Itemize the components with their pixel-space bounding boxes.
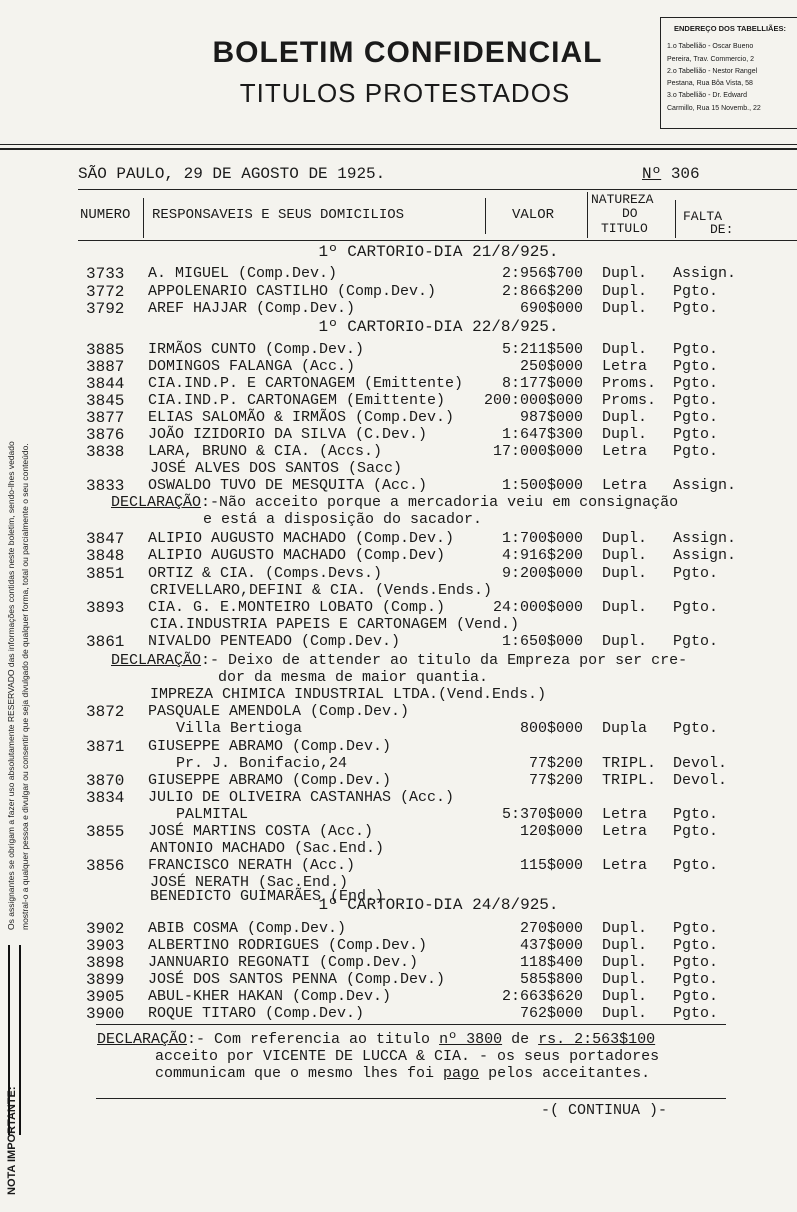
table-row: [0, 703, 797, 721]
row-value: 762$000: [519, 1005, 583, 1022]
row-value: 800$000: [519, 720, 583, 737]
row-nature: Dupl.: [602, 547, 648, 564]
section-title: 1º CARTORIO-DIA 24/8/925.: [318, 896, 559, 914]
column-divider: [675, 200, 676, 238]
row-value: 270$000: [519, 920, 583, 937]
section-title: 1º CARTORIO-DIA 21/8/925.: [318, 243, 559, 261]
row-code: 3871: [86, 738, 125, 756]
row-name: JOSÉ MARTINS COSTA (Acc.): [148, 823, 374, 840]
table-header-top-rule: [78, 189, 797, 190]
footer-rule: [96, 1098, 726, 1099]
table-row: [0, 426, 797, 444]
row-value: 690$000: [519, 300, 583, 317]
related-party-line: IMPREZA CHIMICA INDUSTRIAL LTDA.(Vend.Ends.): [150, 686, 547, 703]
declaration-text: e está a disposição do sacador.: [203, 511, 483, 528]
row-code: 3844: [86, 375, 125, 393]
row-code: 3893: [86, 599, 125, 617]
row-nature: Dupl.: [602, 409, 648, 426]
row-reason: Pgto.: [673, 426, 719, 443]
row-name: A. MIGUEL (Comp.Dev.): [148, 265, 338, 282]
table-row: [0, 443, 797, 461]
related-party-line: CRIVELLARO,DEFINI & CIA. (Vends.Ends.): [150, 582, 493, 599]
row-name: GIUSEPPE ABRAMO (Comp.Dev.): [148, 738, 392, 755]
row-reason: Assign.: [673, 547, 737, 564]
section-title: 1º CARTORIO-DIA 22/8/925.: [318, 318, 559, 336]
row-reason: Pgto.: [673, 806, 719, 823]
table-row: [0, 477, 797, 495]
table-row: [0, 988, 797, 1006]
row-value: 200:000$000: [483, 392, 583, 409]
table-row: [0, 300, 797, 318]
table-row: [0, 720, 797, 738]
table-row: [0, 530, 797, 548]
row-nature: Dupl.: [602, 265, 648, 282]
declaration: [111, 652, 687, 669]
row-name: JOÃO IZIDORIO DA SILVA (C.Dev.): [148, 426, 428, 443]
row-nature: Dupl.: [602, 599, 648, 616]
row-nature: Proms.: [602, 375, 657, 392]
row-code: 3885: [86, 341, 125, 359]
row-name: ELIAS SALOMÃO & IRMÃOS (Comp.Dev.): [148, 409, 455, 426]
bulletin-subtitle: TITULOS PROTESTADOS: [239, 78, 571, 108]
table-row: [0, 823, 797, 841]
row-value: 2:866$200: [501, 283, 583, 300]
row-nature: Letra: [602, 477, 648, 494]
row-code: 3898: [86, 954, 125, 972]
row-name: ALBERTINO RODRIGUES (Comp.Dev.): [148, 937, 428, 954]
row-name: JULIO DE OLIVEIRA CASTANHAS (Acc.): [148, 789, 455, 806]
column-header-responsaveis: RESPONSAVEIS E SEUS DOMICILIOS: [152, 207, 405, 223]
row-value: 5:370$000: [501, 806, 583, 823]
table-row: [0, 857, 797, 875]
bulletin-number: [642, 165, 700, 183]
row-nature: Letra: [602, 857, 648, 874]
date-line: SÃO PAULO, 29 DE AGOSTO DE 1925.: [78, 165, 386, 183]
row-nature: Proms.: [602, 392, 657, 409]
row-nature: Letra: [602, 806, 648, 823]
row-code: 3833: [86, 477, 125, 495]
row-value: 987$000: [519, 409, 583, 426]
row-name: JOSÉ DOS SANTOS PENNA (Comp.Dev.): [148, 971, 446, 988]
address-line: 3.o Tabellião - Dr. Edward: [667, 92, 748, 100]
row-reason: Assign.: [673, 265, 737, 282]
table-row: [0, 547, 797, 565]
row-reason: Pgto.: [673, 988, 719, 1005]
row-code: 3838: [86, 443, 125, 461]
row-code: 3851: [86, 565, 125, 583]
row-name: ALIPIO AUGUSTO MACHADO (Comp.Dev.): [148, 530, 455, 547]
row-nature: TRIPL.: [602, 755, 657, 772]
row-nature: Letra: [602, 823, 648, 840]
declaration-label: DECLARAÇÃO: [97, 1031, 188, 1048]
table-row: [0, 806, 797, 824]
row-reason: Pgto.: [673, 392, 719, 409]
row-value: 437$000: [519, 937, 583, 954]
related-party-line: ANTONIO MACHADO (Sac.End.): [150, 840, 385, 857]
row-reason: Pgto.: [673, 375, 719, 392]
row-name: ORTIZ & CIA. (Comps.Devs.): [148, 565, 383, 582]
row-name: Villa Bertioga: [176, 720, 303, 737]
row-value: 120$000: [519, 823, 583, 840]
declaration: DECLARAÇÃO:- Com referencia ao titulo nº 3800 de rs. 2:563$100: [97, 1031, 656, 1048]
column-header-numero: NUMERO: [80, 207, 131, 223]
row-nature: TRIPL.: [602, 772, 657, 789]
side-note-text: Os assignantes se obrigam a fazer uso absolutamente RESERVADO das informações contidas neste boletim, sendo-lhes vedado: [6, 441, 16, 930]
side-note-text: mostral-o a qualquer pessoa e divulgar ou consentir que seja divulgado de qualquer forma, total ou parcialmente o seu conteúdo.: [20, 443, 30, 930]
related-party-line: BENEDICTO GUIMARÃES (End.): [150, 888, 385, 905]
declaration-label: DECLARAÇÃO: [111, 494, 202, 511]
row-code: 3899: [86, 971, 125, 989]
related-party-line: CIA.INDUSTRIA PAPEIS E CARTONAGEM (Vend.): [150, 616, 520, 633]
table-row: [0, 358, 797, 376]
column-header-falta: DE:: [710, 222, 734, 237]
row-reason: Pgto.: [673, 954, 719, 971]
row-value: 8:177$000: [501, 375, 583, 392]
column-header-natureza: NATUREZA: [591, 192, 654, 207]
declaration-text: :- Deixo de attender ao titulo da Empreza por ser cre-: [201, 652, 688, 669]
row-code: 3855: [86, 823, 125, 841]
row-code: 3733: [86, 265, 125, 283]
row-value: 1:647$300: [501, 426, 583, 443]
row-value: 2:956$700: [501, 265, 583, 282]
row-name: PALMITAL: [176, 806, 249, 823]
row-code: 3792: [86, 300, 125, 318]
row-name: Pr. J. Bonifacio,24: [176, 755, 348, 772]
tabelliaes-address-box: [660, 17, 797, 129]
declaration-text: dor da mesma de maior quantia.: [218, 669, 489, 686]
row-code: 3856: [86, 857, 125, 875]
row-value: 4:916$200: [501, 547, 583, 564]
row-nature: Dupl.: [602, 283, 648, 300]
row-nature: Dupl.: [602, 920, 648, 937]
column-header-natureza: TITULO: [601, 221, 648, 236]
side-note-label: NOTA IMPORTANTE:: [6, 1086, 18, 1195]
bulletin-number-value: 306: [670, 165, 700, 183]
row-code: 3903: [86, 937, 125, 955]
header-rule: [0, 144, 797, 145]
row-reason: Pgto.: [673, 565, 719, 582]
row-value: 24:000$000: [492, 599, 583, 616]
row-reason: Pgto.: [673, 599, 719, 616]
row-name: APPOLENARIO CASTILHO (Comp.Dev.): [148, 283, 437, 300]
row-name: CIA. G. E.MONTEIRO LOBATO (Comp.): [148, 599, 446, 616]
row-name: OSWALDO TUVO DE MESQUITA (Acc.): [148, 477, 428, 494]
table-row: [0, 954, 797, 972]
row-code: 3772: [86, 283, 125, 301]
related-party-line: JOSÉ NERATH (Sac.End.): [150, 874, 349, 891]
address-line: 1.o Tabellião - Oscar Bueno: [667, 43, 754, 51]
referenced-title-value: rs. 2:563$100: [538, 1031, 656, 1048]
table-row: [0, 772, 797, 790]
row-code: 3905: [86, 988, 125, 1006]
column-divider: [587, 192, 588, 238]
table-row: [0, 971, 797, 989]
table-row: [0, 283, 797, 301]
row-reason: Assign.: [673, 530, 737, 547]
table-row: [0, 341, 797, 359]
row-code: 3848: [86, 547, 125, 565]
row-name: ABUL-KHER HAKAN (Comp.Dev.): [148, 988, 392, 1005]
table-row: [0, 375, 797, 393]
column-divider: [143, 198, 144, 238]
row-reason: Pgto.: [673, 937, 719, 954]
row-value: 77$200: [528, 755, 583, 772]
table-row: [0, 738, 797, 756]
address-line: Pestana, Rua Bôa Vista, 58: [667, 80, 753, 88]
row-code: 3876: [86, 426, 125, 444]
row-nature: Letra: [602, 358, 648, 375]
row-name: ABIB COSMA (Comp.Dev.): [148, 920, 347, 937]
row-code: 3845: [86, 392, 125, 410]
declaration: [111, 494, 678, 511]
row-nature: Dupl.: [602, 530, 648, 547]
row-value: 77$200: [528, 772, 583, 789]
row-name: AREF HAJJAR (Comp.Dev.): [148, 300, 356, 317]
row-reason: Pgto.: [673, 823, 719, 840]
row-reason: Assign.: [673, 477, 737, 494]
row-name: DOMINGOS FALANGA (Acc.): [148, 358, 356, 375]
row-nature: Dupla: [602, 720, 648, 737]
declaration-text: communicam que o mesmo lhes foi pago pelos acceitantes.: [155, 1065, 651, 1082]
declaration-text: acceito por VICENTE DE LUCCA & CIA. - os seus portadores: [155, 1048, 660, 1065]
table-row: [0, 755, 797, 773]
row-name: PASQUALE AMENDOLA (Comp.Dev.): [148, 703, 410, 720]
column-header-natureza: DO: [622, 206, 638, 221]
declaration-label: DECLARAÇÃO: [111, 652, 202, 669]
row-reason: Pgto.: [673, 300, 719, 317]
row-reason: Pgto.: [673, 857, 719, 874]
row-name: GIUSEPPE ABRAMO (Comp.Dev.): [148, 772, 392, 789]
row-code: 3872: [86, 703, 125, 721]
header-rule-double: [0, 148, 797, 150]
row-nature: Dupl.: [602, 988, 648, 1005]
row-value: 115$000: [519, 857, 583, 874]
row-name: CIA.IND.P. CARTONAGEM (Emittente): [148, 392, 446, 409]
row-reason: Pgto.: [673, 971, 719, 988]
row-nature: Dupl.: [602, 954, 648, 971]
row-code: 3877: [86, 409, 125, 427]
row-name: JANNUARIO REGONATI (Comp.Dev.): [148, 954, 419, 971]
column-divider: [485, 198, 486, 234]
row-reason: Pgto.: [673, 409, 719, 426]
row-code: 3902: [86, 920, 125, 938]
row-value: 585$800: [519, 971, 583, 988]
row-reason: Devol.: [673, 755, 728, 772]
declaration-rule: [96, 1024, 726, 1025]
row-reason: Pgto.: [673, 443, 719, 460]
row-nature: Dupl.: [602, 300, 648, 317]
table-row: [0, 1005, 797, 1023]
table-row: [0, 565, 797, 583]
row-nature: Dupl.: [602, 937, 648, 954]
row-value: 17:000$000: [492, 443, 583, 460]
row-value: 9:200$000: [501, 565, 583, 582]
bulletin-number-label: Nº: [642, 165, 662, 183]
table-row: [0, 392, 797, 410]
table-row: [0, 599, 797, 617]
row-code: 3900: [86, 1005, 125, 1023]
row-reason: Pgto.: [673, 341, 719, 358]
row-reason: Pgto.: [673, 633, 719, 650]
table-row: [0, 265, 797, 283]
continues-marker: -( CONTINUA )-: [541, 1102, 668, 1119]
table-row: [0, 920, 797, 938]
address-line: 2.o Tabellião - Nestor Rangel: [667, 67, 758, 75]
address-line: Pereira, Trav. Commercio, 2: [667, 55, 755, 63]
row-code: 3870: [86, 772, 125, 790]
row-name: NIVALDO PENTEADO (Comp.Dev.): [148, 633, 401, 650]
row-nature: Dupl.: [602, 426, 648, 443]
row-reason: Pgto.: [673, 720, 719, 737]
related-party-line: JOSÉ ALVES DOS SANTOS (Sacc): [150, 460, 403, 477]
row-nature: Dupl.: [602, 633, 648, 650]
row-value: 1:650$000: [501, 633, 583, 650]
table-row: [0, 937, 797, 955]
address-line: Carmillo, Rua 15 Novemb., 22: [667, 104, 761, 112]
row-reason: Devol.: [673, 772, 728, 789]
table-row: [0, 789, 797, 807]
row-name: CIA.IND.P. E CARTONAGEM (Emittente): [148, 375, 464, 392]
row-reason: Pgto.: [673, 920, 719, 937]
row-code: 3861: [86, 633, 125, 651]
table-header-bottom-rule: [78, 240, 797, 241]
row-nature: Dupl.: [602, 565, 648, 582]
row-value: 2:663$620: [501, 988, 583, 1005]
row-reason: Pgto.: [673, 358, 719, 375]
address-heading: ENDEREÇO DOS TABELLIÃES:: [674, 24, 786, 33]
table-row: [0, 633, 797, 651]
row-value: 1:500$000: [501, 477, 583, 494]
column-header-falta: FALTA: [683, 209, 723, 224]
row-reason: Pgto.: [673, 283, 719, 300]
row-nature: Dupl.: [602, 1005, 648, 1022]
declaration-text: :-Não acceito porque a mercadoria veiu em consignação: [201, 494, 679, 511]
row-name: LARA, BRUNO & CIA. (Accs.): [148, 443, 383, 460]
row-name: ALIPIO AUGUSTO MACHADO (Comp.Dev): [148, 547, 446, 564]
row-name: FRANCISCO NERATH (Acc.): [148, 857, 356, 874]
referenced-title-number: nº 3800: [439, 1031, 503, 1048]
row-value: 118$400: [519, 954, 583, 971]
row-nature: Letra: [602, 443, 648, 460]
row-value: 1:700$000: [501, 530, 583, 547]
row-code: 3887: [86, 358, 125, 376]
row-value: 5:211$500: [501, 341, 583, 358]
row-name: ROQUE TITARO (Comp.Dev.): [148, 1005, 365, 1022]
table-row: [0, 409, 797, 427]
row-nature: Dupl.: [602, 971, 648, 988]
row-reason: Pgto.: [673, 1005, 719, 1022]
row-code: 3834: [86, 789, 125, 807]
row-value: 250$000: [519, 358, 583, 375]
paid-word: pago: [443, 1065, 480, 1082]
row-code: 3847: [86, 530, 125, 548]
bulletin-title: BOLETIM CONFIDENCIAL: [212, 36, 603, 69]
row-name: IRMÃOS CUNTO (Comp.Dev.): [148, 341, 365, 358]
row-nature: Dupl.: [602, 341, 648, 358]
column-header-valor: VALOR: [512, 207, 555, 223]
